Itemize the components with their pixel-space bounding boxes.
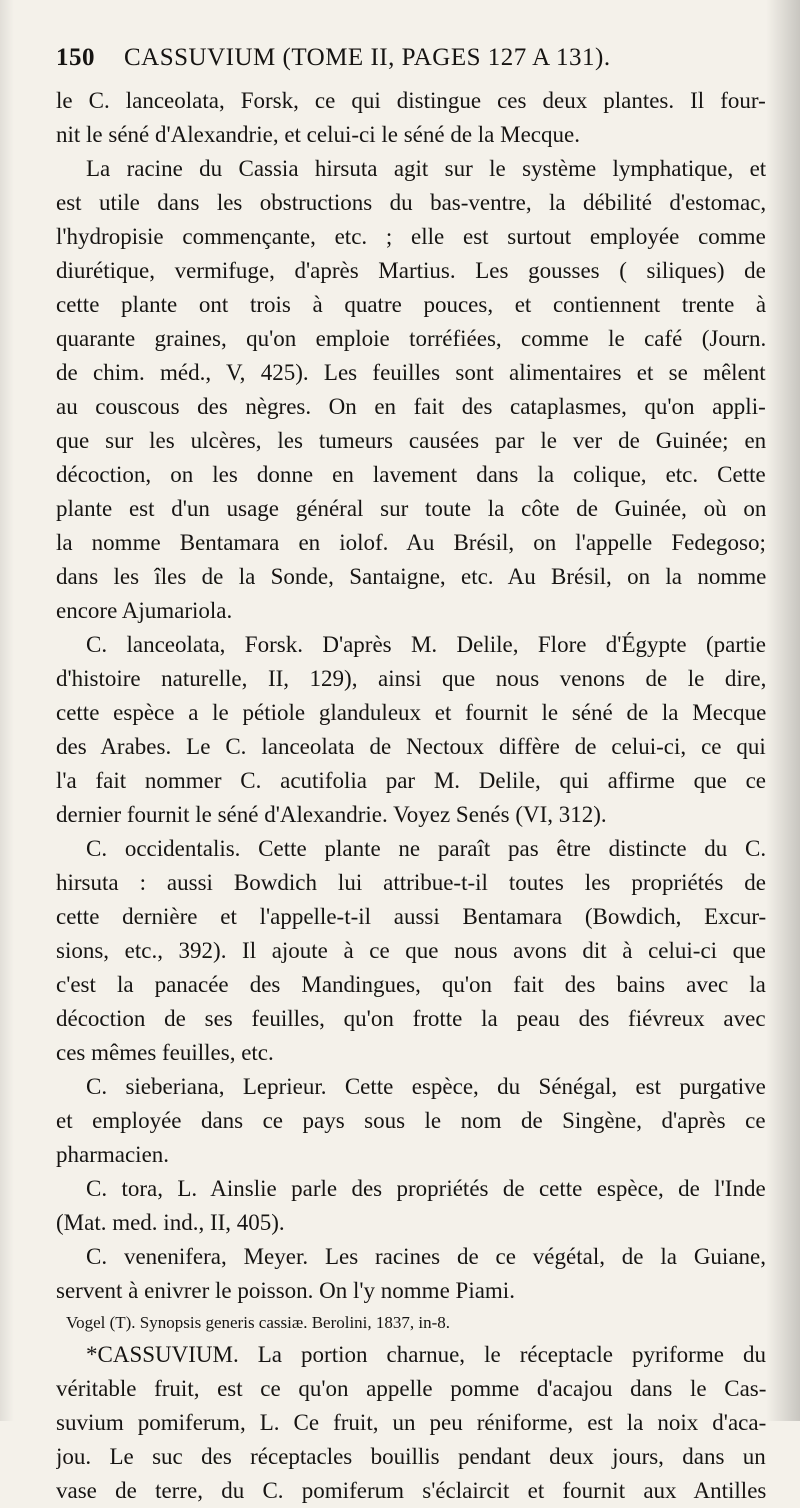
text-line: cette plante ont trois à quatre pouces, et contiennent trente à — [56, 292, 766, 317]
text-line: dernier fournit le séné d'Alexandrie. Voyez Senés (VI, 312). — [56, 802, 607, 827]
text-line: le C. lanceolata, Forsk, ce qui distingue ces deux plantes. Il four- — [56, 88, 766, 113]
text-line: c'est la panacée des Mandingues, qu'on fait des bains avec la — [56, 972, 766, 997]
text-line: l'hydropisie commençante, etc. ; elle est surtout employée comme — [56, 224, 766, 249]
text-line: servent à enivrer le poisson. On l'y nomme Piami. — [56, 1278, 515, 1303]
running-header — [56, 44, 746, 72]
entry-heading-line: *CASSUVIUM. La portion charnue, le réceptacle pyriforme du — [86, 1342, 766, 1367]
running-title: CASSUVIUM (TOME II, PAGES 127 A 131). — [124, 44, 611, 71]
text-line: nit le séné d'Alexandrie, et celui-ci le séné de la Mecque. — [56, 122, 580, 147]
text-line: dans les îles de la Sonde, Santaigne, etc. Au Brésil, on la nomme — [56, 564, 766, 589]
text-line: que sur les ulcères, les tumeurs causées par le ver de Guinée; en — [56, 428, 766, 453]
text-line: La racine du Cassia hirsuta agit sur le système lymphatique, et — [86, 156, 766, 181]
text-line: pharmacien. — [56, 1142, 170, 1167]
text-line: sions, etc., 392). Il ajoute à ce que nous avons dit à celui-ci que — [56, 938, 766, 963]
text-line: C. tora, L. Ainslie parle des propriétés de cette espèce, de l'Inde — [86, 1176, 766, 1201]
text-line: C. venenifera, Meyer. Les racines de ce végétal, de la Guiane, — [86, 1244, 766, 1269]
text-line: C. lanceolata, Forsk. D'après M. Delile, Flore d'Égypte (partie — [86, 632, 766, 657]
text-line: au couscous des nègres. On en fait des cataplasmes, qu'on appli- — [56, 394, 766, 419]
page-number: 150 — [56, 44, 95, 71]
text-line: d'histoire naturelle, II, 129), ainsi que nous venons de le dire, — [56, 666, 766, 691]
text-line: jou. Le suc des réceptacles bouillis pendant deux jours, dans un — [56, 1444, 766, 1469]
body-text — [56, 84, 766, 1508]
text-line: ces mêmes feuilles, etc. — [56, 1040, 274, 1065]
text-line: décoction, on les donne en lavement dans la colique, etc. Cette — [56, 462, 766, 487]
text-line: véritable fruit, est ce qu'on appelle pomme d'acajou dans le Cas- — [56, 1376, 766, 1401]
text-line: encore Ajumariola. — [56, 598, 233, 623]
text-line: suvium pomiferum, L. Ce fruit, un peu réniforme, est la noix d'aca- — [56, 1410, 766, 1435]
text-line: C. occidentalis. Cette plante ne paraît pas être distincte du C. — [86, 836, 766, 861]
page-left-shadow — [0, 0, 14, 1421]
bibliography-line: Vogel (T). Synopsis generis cassiæ. Berolini, 1837, in-8. — [66, 1313, 451, 1332]
text-line: cette dernière et l'appelle-t-il aussi Bentamara (Bowdich, Excur- — [56, 904, 766, 929]
text-line: vase de terre, du C. pomiferum s'éclaircit et fournit aux Antilles — [56, 1478, 766, 1503]
text-line: (Mat. med. ind., II, 405). — [56, 1210, 285, 1235]
text-line: des Arabes. Le C. lanceolata de Nectoux diffère de celui-ci, ce qui — [56, 734, 766, 759]
text-line: diurétique, vermifuge, d'après Martius. Les gousses ( siliques) de — [56, 258, 766, 283]
text-line: de chim. méd., V, 425). Les feuilles sont alimentaires et se mêlent — [56, 360, 766, 385]
text-line: la nomme Bentamara en iolof. Au Brésil, on l'appelle Fedegoso; — [56, 530, 766, 555]
text-line: l'a fait nommer C. acutifolia par M. Delile, qui affirme que ce — [56, 768, 766, 793]
text-line: plante est d'un usage général sur toute la côte de Guinée, où on — [56, 496, 766, 521]
text-line: est utile dans les obstructions du bas-ventre, la débilité d'estomac, — [56, 190, 766, 215]
text-line: hirsuta : aussi Bowdich lui attribue-t-il toutes les propriétés de — [56, 870, 766, 895]
text-line: cette espèce a le pétiole glanduleux et fournit le séné de la Mecque — [56, 700, 766, 725]
text-line: quarante graines, qu'on emploie torréfiées, comme le café (Journ. — [56, 326, 766, 351]
page-right-shadow — [766, 0, 800, 1421]
text-line: C. sieberiana, Leprieur. Cette espèce, du Sénégal, est purgative — [86, 1074, 766, 1099]
text-line: décoction de ses feuilles, qu'on frotte la peau des fiévreux avec — [56, 1006, 766, 1031]
text-line: et employée dans ce pays sous le nom de Singène, d'après ce — [56, 1108, 766, 1133]
